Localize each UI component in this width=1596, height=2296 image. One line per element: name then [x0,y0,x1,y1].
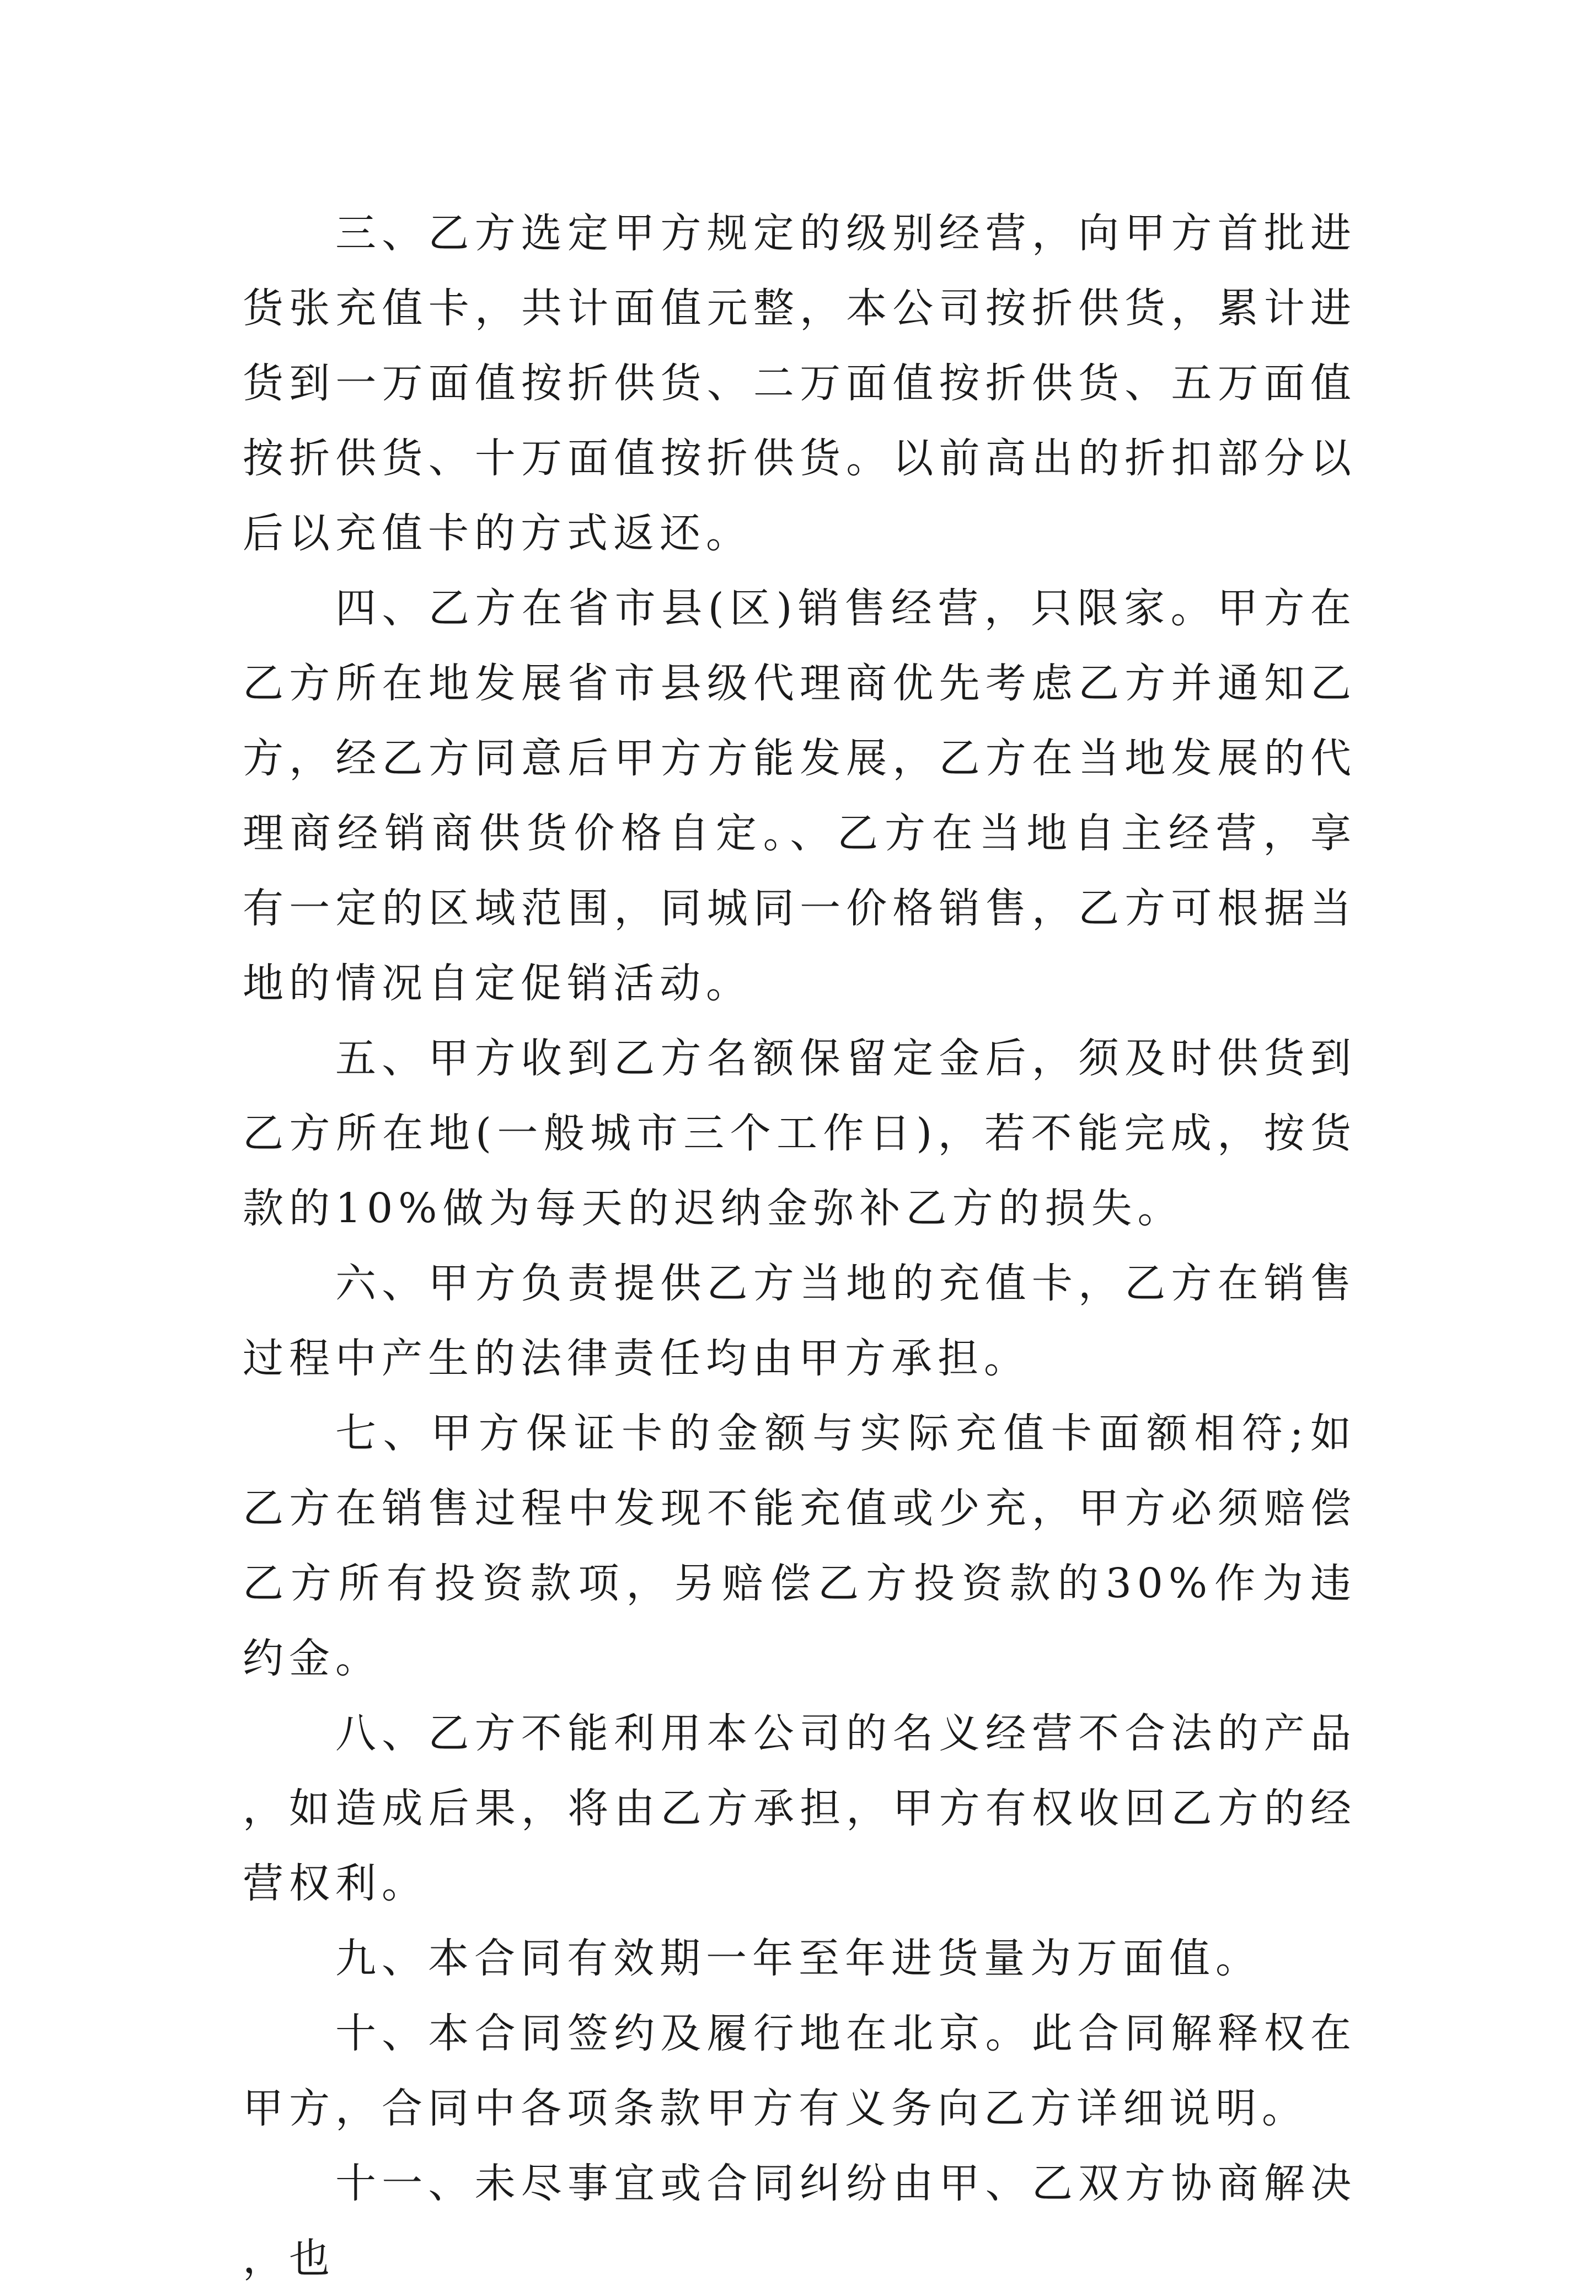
clause-7: 七、甲方保证卡的金额与实际充值卡面额相符;如乙方在销售过程中发现不能充值或少充，甲方必须赔偿乙方所有投资款项，另赔偿乙方投资款的30%作为违约金。 [243,1410,1357,1682]
clause-4: 四、乙方在省市县(区)销售经营，只限家。甲方在乙方所在地发展省市县级代理商优先考虑乙方并通知乙方，经乙方同意后甲方方能发展，乙方在当地发展的代理商经销商供货价格自定。、乙方在当地自主经营，享有一定的区域范围，同城同一价格销售，乙方可根据当地的情况自定促销活动。 [243,585,1357,1007]
document-body [243,196,1357,2296]
clause-9: 九、本合同有效期一年至年进货量为万面值。 [335,1935,1262,1982]
clause-5: 五、甲方收到乙方名额保留定金后，须及时供货到乙方所在地(一般城市三个工作日)，若不能完成，按货款的10%做为每天的迟纳金弥补乙方的损失。 [243,1035,1357,1232]
clause-3: 三、乙方选定甲方规定的级别经营，向甲方首批进货张充值卡，共计面值元整，本公司按折供货，累计进货到一万面值按折供货、二万面值按折供货、五万面值按折供货、十万面值按折供货。以前高出的折扣部分以后以充值卡的方式返还。 [243,210,1357,557]
clause-6: 六、甲方负责提供乙方当地的充值卡，乙方在销售过程中产生的法律责任均由甲方承担。 [243,1260,1357,1382]
clause-11: 十一、未尽事宜或合同纠纷由甲、乙双方协商解决，也 [243,2160,1357,2282]
clause-10: 十、本合同签约及履行地在北京。此合同解释权在甲方，合同中各项条款甲方有义务向乙方详细说明。 [243,2010,1357,2132]
clause-8: 八、乙方不能利用本公司的名义经营不合法的产品，如造成后果，将由乙方承担，甲方有权收回乙方的经营权利。 [243,1710,1357,1907]
